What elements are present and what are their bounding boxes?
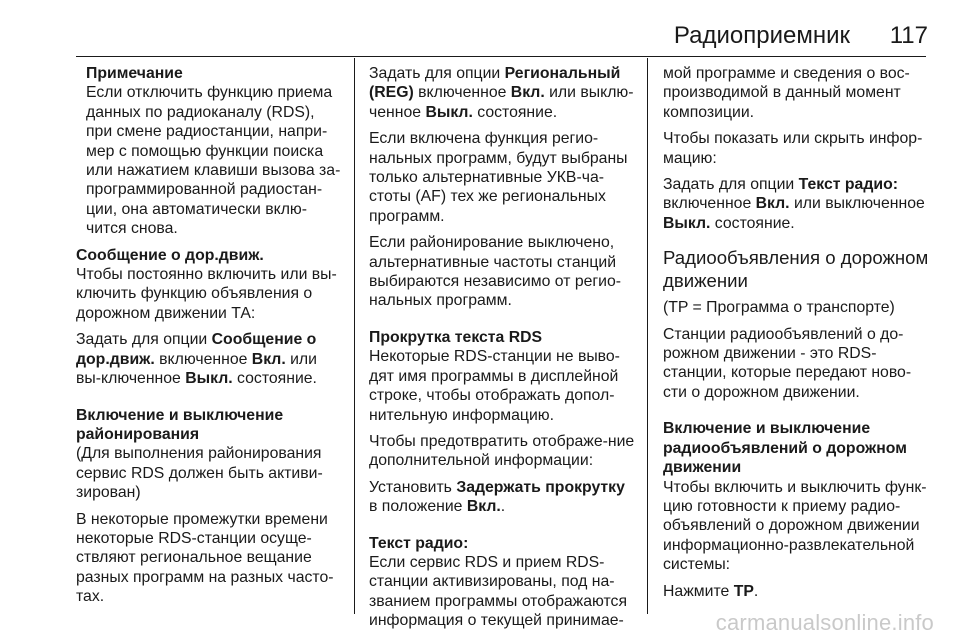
rt-on: Вкл. (755, 195, 790, 213)
scroll-set-instruction: Установить Задержать прокрутку в положение Вкл.. (369, 478, 625, 516)
column-2 (369, 64, 635, 638)
ta-off: Выкл. (185, 370, 233, 388)
region-heading: Включение и выключение районирования (76, 406, 284, 443)
column-divider-1 (354, 58, 355, 614)
column-divider-2 (647, 58, 648, 614)
page-title: Радиоприемник (673, 22, 850, 49)
reg-option: Региональный (REG) (369, 65, 621, 102)
reg-on: Вкл. (510, 84, 545, 102)
note-heading: Примечание (86, 65, 183, 82)
reg-set-instruction: Задать для опции Региональный (REG) включенное Вкл. или выклю-ченное Выкл. состояние. (369, 65, 634, 121)
reg-text-1: Если включена функция регио-нальных программ, будут выбраны только альтернативные УКВ-ча-стоты (AF) тех же региональных программ. (369, 130, 628, 225)
radiotext-heading: Текст радио: (369, 534, 469, 552)
rt-option: Текст радио: (798, 176, 898, 194)
tp-text: Станции радиообъявлений о до-рожном движении - это RDS-станции, которые передают ново-сти о дорожном движении. (663, 325, 912, 401)
tp-toggle-text: Чтобы включить и выключить функ-цию готовности к приему радио-объявлений о дорожном движении информационно-развлекательной системы: (663, 478, 927, 574)
tp-press-instruction: Нажмите TP. (663, 582, 759, 600)
scroll-heading: Прокрутка текста RDS (369, 328, 543, 346)
radiotext-text: Если сервис RDS и прием RDS-станции активизированы, под на-званием программы отображаются информация о текущей принимае- (369, 553, 628, 630)
note-box (76, 64, 342, 239)
ta-on: Вкл. (251, 350, 286, 368)
reg-off: Выкл. (425, 103, 473, 121)
note-text: Если отключить функцию приема данных по радиоканалу (RDS), при смене радиостанции, напри-мер с помощью функции поиска или нажатием клавиши вызова за-программированной радиостан-ции, она автоматически вклю-чится снова. (86, 84, 341, 238)
tp-definition: (TP = Программа о транспорте) (663, 299, 895, 317)
ta-set-instruction: Задать для опции Сообщение о дор.движ. включенное Вкл. или вы-ключенное Выкл. состояние. (76, 331, 317, 388)
reg-text-2: Если районирование выключено, альтернативные частоты станций выбираются независимо от регио-нальных программ. (369, 234, 622, 310)
tp-key: TP (733, 582, 754, 600)
page-number: 117 (889, 22, 928, 49)
ta-option: Сообщение о дор.движ. (76, 331, 317, 368)
tp-toggle-heading: Включение и выключение радиообъявлений о дорожном движении (663, 420, 907, 477)
region-text-2: В некоторые промежутки времени некоторые RDS-станции осуще-ствляют региональное вещание разных программ на разных часто-тах. (76, 510, 334, 606)
ta-text: Чтобы постоянно включить или вы-ключить функцию объявления о дорожном движении ТА: (76, 266, 337, 322)
ta-heading: Сообщение о дор.движ. (76, 246, 264, 264)
header-rule (76, 56, 926, 57)
scroll-text-2: Чтобы предотвратить отображе-ние дополнительной информации: (369, 432, 635, 470)
region-text-1: (Для выполнения районирования сервис RDS должен быть активи-зирован) (76, 445, 323, 502)
tp-heading: Радиообъявления о дорожном движении (663, 247, 929, 292)
toggle-text: Чтобы показать или скрыть инфор-мацию: (663, 130, 923, 167)
rt-set-instruction: Задать для опции Текст радио: включенное Вкл. или выключенное Выкл. состояние. (663, 176, 925, 232)
rt-off: Выкл. (663, 214, 711, 232)
scroll-text-1: Некоторые RDS-станции не выво-дят имя программы в дисплейной строке, чтобы отображать допол-нительную информацию. (369, 348, 620, 424)
cont-text: мой программе и сведения о вос-производимой в данный момент композиции. (663, 65, 910, 121)
page-header (0, 0, 960, 58)
column-1 (76, 64, 342, 614)
watermark: carmanualsonline.info (715, 610, 934, 635)
column-3 (663, 64, 929, 608)
scroll-on: Вкл. (466, 498, 501, 516)
scroll-option: Задержать прокрутку (456, 478, 625, 496)
